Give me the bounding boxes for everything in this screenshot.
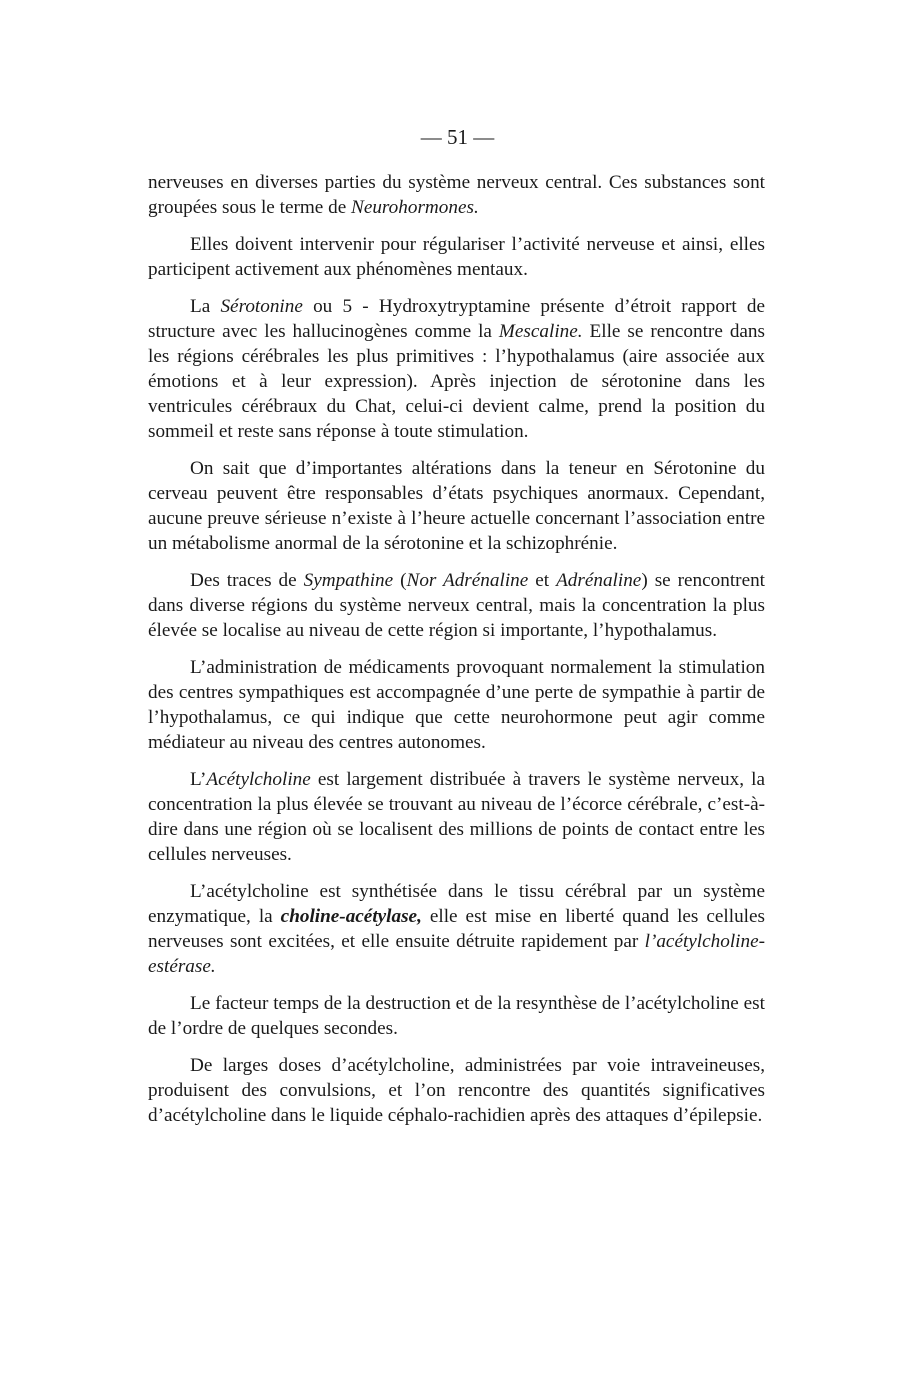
italic-term: Nor Adrénaline: [406, 570, 529, 591]
text-segment: nerveuses en diverses parties du système nerveux central. Ces substances sont groupées sous le terme de: [148, 172, 765, 218]
text-segment: L’acétylcholine est synthétisée dans le tissu cérébral par un système enzymatique, la: [148, 881, 765, 927]
paragraph: [148, 456, 765, 556]
paragraph: [148, 879, 765, 979]
text-segment: ou 5 - Hydroxytryptamine présente d’étroit rapport de structure avec les hallucinogènes comme la: [148, 296, 765, 342]
text-segment: Elles doivent intervenir pour régulariser l’activité nerveuse et ainsi, elles participent activement aux phénomènes mentaux.: [148, 234, 765, 280]
text-segment: Des traces de: [190, 570, 304, 591]
paragraph: [148, 767, 765, 867]
italic-term: Mescaline.: [498, 321, 583, 342]
text-segment: est largement distribuée à travers le système nerveux, la concentration la plus élevée se trouvant au niveau de l’écorce cérébrale, c’est-à-dire dans une région où se localisent des millions de points de contact entre les cellules nerveuses.: [148, 769, 765, 865]
italic-term: l’acétylcholine-estérase.: [148, 931, 765, 977]
bold-italic-term: choline-acétylase,: [280, 906, 422, 927]
text-segment: La: [190, 296, 221, 317]
paragraph: [148, 568, 765, 643]
text-segment: L’: [190, 769, 207, 790]
text-segment: L’administration de médicaments provoquant normalement la stimulation des centres sympathiques est accompagnée d’une perte de sympathie à partir de l’hypothalamus, ce qui indique que cette neurohormone peut agir comme médiateur au niveau des centres autonomes.: [148, 657, 765, 753]
paragraph: [148, 991, 765, 1041]
paragraph: [148, 1053, 765, 1128]
paragraph: [148, 232, 765, 282]
paragraph: [148, 294, 765, 444]
paragraph: [148, 655, 765, 755]
italic-term: Adrénaline: [556, 570, 642, 591]
text-segment: On sait que d’importantes altérations dans la teneur en Sérotonine du cerveau peuvent être responsables d’états psychiques anormaux. Cependant, aucune preuve sérieuse n’existe à l’heure actuelle concernant l’association entre un métabolisme anormal de la sérotonine et la schizophrénie.: [148, 458, 765, 554]
text-segment: et: [528, 570, 557, 591]
text-segment: (: [393, 570, 407, 591]
text-segment: ) se rencontrent dans diverse régions du système nerveux central, mais la concentration la plus élevée se localise au niveau de cette région si importante, l’hypothalamus.: [148, 570, 766, 641]
text-segment: elle est mise en liberté quand les cellules nerveuses sont excitées, et elle ensuite détruite rapidement par: [148, 906, 765, 952]
paragraph: [148, 170, 765, 220]
text-segment: Elle se rencontre dans les régions cérébrales les plus primitives : l’hypothalamus (aire associée aux émotions et à leur expression). Après injection de sérotonine dans les ventricules cérébraux du Chat, celui-ci devient calme, prend la position du sommeil et reste sans réponse à toute stimulation.: [148, 321, 765, 442]
text-segment: De larges doses d’acétylcholine, administrées par voie intraveineuses, produisent des convulsions, et l’on rencontre des quantités significatives d’acétylcholine dans le liquide céphalo-rachidien après des attaques d’épilepsie.: [148, 1055, 765, 1126]
text-segment: Le facteur temps de la destruction et de la resynthèse de l’acétylcholine est de l’ordre de quelques secondes.: [148, 993, 765, 1039]
italic-term: Sympathine: [303, 570, 394, 591]
italic-term: Acétylcholine: [206, 769, 311, 790]
italic-term: Sérotonine: [220, 296, 303, 317]
body-text: [148, 170, 765, 1140]
italic-term: Neurohormones.: [351, 197, 479, 218]
page-number: — 51 —: [420, 125, 495, 149]
